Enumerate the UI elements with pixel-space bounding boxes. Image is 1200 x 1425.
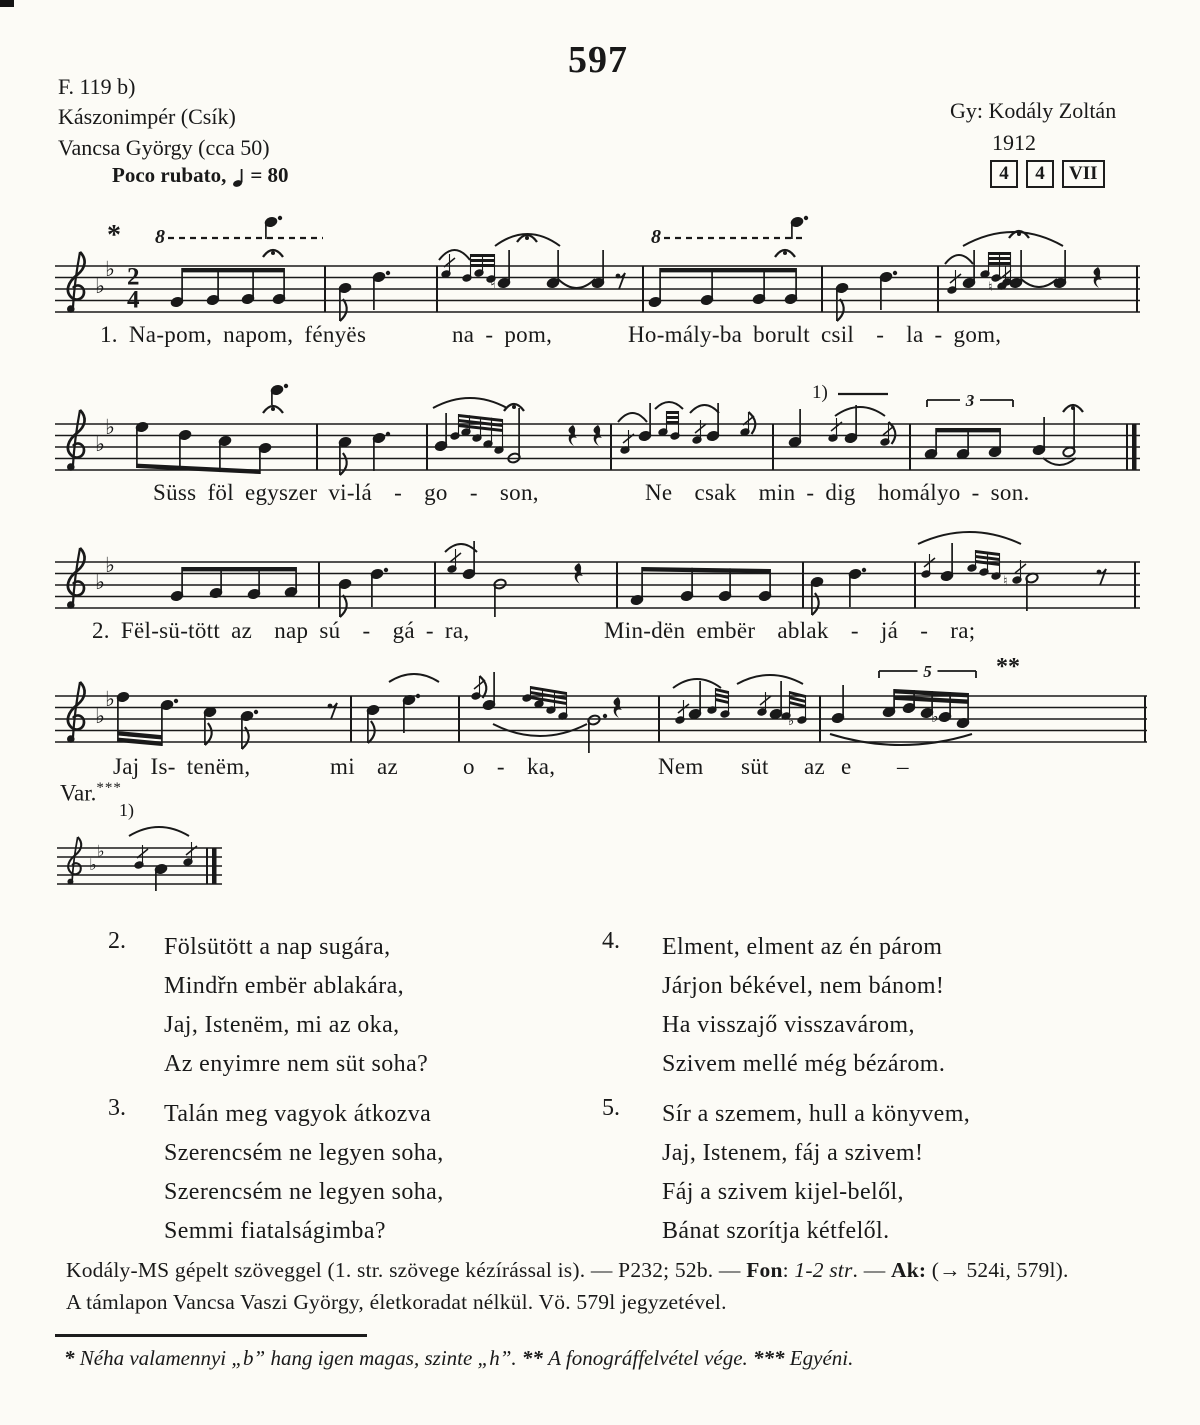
verse-line: Elment, elment az én párom (662, 934, 943, 960)
lyric-segment: Nem (658, 754, 704, 779)
treble-clef-icon (67, 682, 85, 743)
treble-clef-icon (67, 548, 85, 609)
tempo-text: Poco rubato, (112, 163, 227, 187)
beam (716, 698, 729, 704)
beam (182, 268, 284, 272)
beam (989, 262, 1011, 265)
footer-line-1 (66, 1258, 1176, 1283)
lyric-segment: Ne csak min - dig (645, 480, 856, 505)
beam (471, 254, 495, 257)
note-flag (368, 721, 375, 743)
verse-line: Ha visszajő visszavárom, (662, 1012, 915, 1038)
slur (673, 679, 721, 688)
verse-line: Járjon békével, nem bánom! (662, 973, 945, 999)
note-flag (340, 453, 347, 475)
text-segment: 1-2 str (794, 1258, 853, 1282)
text-segment: Kodály-MS gépelt szöveggel (1. str. szövege kézírással is). — P232; 52b. — (66, 1258, 747, 1282)
ottava-mark: 8 (155, 226, 165, 248)
quarter-note-icon (232, 164, 244, 188)
fermata (1071, 406, 1075, 410)
meter-box: 4 (990, 160, 1018, 188)
flat-sign: ♭ (89, 855, 97, 874)
meter-box: 4 (1026, 160, 1054, 188)
beam (936, 428, 1000, 432)
lyric-segment: 1. Na-pom, napom, fényës (100, 322, 367, 347)
fermata (512, 405, 516, 409)
beam (137, 464, 260, 474)
verse-block (662, 928, 945, 1084)
notation-glyph (67, 735, 75, 743)
notation-glyph (67, 879, 73, 885)
slur (737, 675, 803, 684)
augmentation-dot (603, 714, 607, 718)
slur (618, 413, 647, 422)
slur (830, 734, 972, 745)
lyric-segment: na - pom, (452, 322, 553, 347)
score-annotation: 1) (812, 382, 828, 403)
accidental: ♮ (490, 273, 496, 292)
collector-label: Gy: Kodály Zoltán (950, 98, 1117, 123)
final-barline (212, 848, 217, 884)
lyric-segment: e (841, 754, 852, 779)
beam (471, 264, 495, 267)
slur (945, 255, 973, 264)
lyric-segment: süt (741, 754, 769, 779)
verse-line: Sír a szemem, hull a könyvem, (662, 1101, 971, 1127)
beam (660, 268, 796, 272)
text-segment: * (64, 1346, 80, 1370)
beam (716, 688, 729, 694)
text-segment: Fon (746, 1258, 783, 1282)
lyric-segment: Ho-mály-ba borult csil - la - gom, (628, 322, 1002, 347)
flat-sign: ♭ (95, 704, 105, 728)
footer-line-2: A támlapon Vancsa Vaszi György, életkoradat nélkül. Vö. 579l jegyzetével. (66, 1290, 727, 1314)
augmentation-dot (893, 271, 897, 275)
augmentation-dot (386, 432, 390, 436)
augmentation-dot (278, 216, 282, 220)
text-segment: *** (753, 1346, 790, 1370)
meter-box: VII (1062, 160, 1105, 188)
time-signature: 4 (127, 286, 140, 314)
accidental: ♮ (988, 280, 993, 295)
augmentation-dot (804, 216, 808, 220)
flat-sign: ♭ (105, 256, 115, 281)
slur (389, 674, 439, 682)
tuplet-number: 5 (923, 662, 932, 681)
note-flag (340, 299, 347, 321)
text-segment: (→ 524i, 579l). (926, 1258, 1069, 1282)
place-label: Kászonimpér (Csík) (58, 104, 236, 129)
fermata (525, 236, 529, 240)
augmentation-dot (416, 694, 420, 698)
footnote-divider (55, 1334, 367, 1337)
text-segment: . — (852, 1258, 891, 1282)
accidental: ♭ (788, 714, 795, 729)
accidental: ♭ (931, 707, 939, 726)
score-annotation: * (107, 220, 121, 251)
text-segment: : (782, 1258, 795, 1282)
tuplet-number: 3 (965, 391, 975, 410)
verse-line: Fáj a szivem kijel-belől, (662, 1179, 904, 1205)
fermata (271, 251, 275, 255)
verse-line: Szerencsém ne legyen soha, (164, 1179, 444, 1205)
verse-number: 3. (108, 1095, 126, 1121)
lyric-segment: 2. Fël-sü-tött az nap sú - gá - ra, (92, 618, 470, 643)
slur (918, 532, 1021, 544)
notation-glyph (67, 463, 75, 471)
verse-line: Szerencsém ne legyen soha, (164, 1140, 444, 1166)
verse-line: Az enyimre nem süt soha? (164, 1051, 429, 1077)
score-annotation: 1) (119, 800, 134, 820)
variant-asterisks: *** (96, 780, 122, 796)
lyric-segment: Min-dën embër ablak - já - ra; (604, 618, 976, 643)
text-segment: Néha valamennyi „b” hang igen magas, szinte „h”. (79, 1346, 522, 1370)
verse-number: 5. (602, 1095, 620, 1121)
verse-line: Mindřn embër ablakára, (164, 973, 405, 999)
note-flag (340, 595, 347, 617)
verse-line: Semmi fiatalságimba? (164, 1218, 386, 1244)
scan-artifact (0, 0, 14, 7)
augmentation-dot (384, 568, 388, 572)
page-title: 597 (568, 39, 628, 81)
slur (445, 544, 477, 552)
slur (690, 405, 719, 413)
note-flag (837, 299, 844, 321)
lyric-segment: az (804, 754, 826, 779)
verse-line: Talán meg vagyok átkozva (164, 1101, 432, 1127)
treble-clef-icon (67, 837, 81, 885)
flat-sign: ♭ (105, 414, 115, 439)
slur (129, 827, 189, 836)
beam (667, 421, 679, 424)
text-segment: A fonográffelvétel vége. (548, 1346, 754, 1370)
slur (558, 279, 595, 288)
year-label: 1912 (992, 130, 1036, 155)
treble-clef-icon (67, 410, 85, 471)
archive-number: F. 119 b) (58, 74, 136, 99)
lyric-segment: Jaj Is- tenëm, (113, 754, 251, 779)
beam (667, 411, 679, 414)
lyric-segment: o - ka, (463, 754, 556, 779)
text-segment: Ak: (890, 1258, 927, 1282)
score-annotation: ** (996, 654, 1020, 680)
footnote-line (64, 1346, 853, 1371)
flat-sign: ♭ (105, 552, 115, 577)
augmentation-dot (284, 384, 288, 388)
beam (471, 259, 495, 262)
notation-glyph (67, 305, 75, 313)
verse-number: 4. (602, 928, 620, 954)
flat-sign: ♭ (95, 570, 105, 594)
notation-glyph (67, 601, 75, 609)
variant-text: Var. (60, 780, 97, 806)
verse-block (164, 1095, 444, 1251)
lyric-segment: homályo - son. (878, 480, 1030, 505)
performer-label: Vancsa György (cca 50) (58, 135, 270, 160)
beam (989, 252, 1011, 255)
beam (716, 693, 729, 699)
text-segment: ** (521, 1346, 549, 1370)
verse-block (662, 1095, 970, 1251)
treble-clef-icon (67, 252, 85, 313)
lyric-segment: – (897, 754, 909, 779)
slur (835, 407, 885, 416)
flat-sign: ♭ (95, 274, 105, 298)
fermata (1017, 232, 1021, 236)
slur (655, 402, 683, 409)
augmentation-dot (254, 710, 258, 714)
ottava-mark: 8 (651, 226, 661, 248)
slur (433, 398, 507, 408)
tempo-value: = 80 (250, 163, 289, 187)
lyric-segment: mi az (330, 754, 398, 779)
augmentation-dot (386, 271, 390, 275)
verse-line: Szivem mellé még bézárom. (662, 1051, 946, 1077)
beam (182, 567, 296, 571)
flat-sign: ♭ (97, 841, 105, 861)
flat-sign: ♭ (95, 432, 105, 456)
text-segment: Egyéni. (789, 1346, 854, 1370)
lyric-segment: Süss föl egyszer vi-lá - go - son, (153, 480, 539, 505)
flat-sign: ♭ (105, 686, 115, 711)
verse-line: Jaj, Istenem, fáj a szivem! (662, 1140, 924, 1166)
time-signature: 2 (127, 263, 140, 291)
meter-boxes (990, 160, 1105, 188)
verse-number: 2. (108, 928, 126, 954)
accidental: ♮ (1003, 574, 1008, 589)
verse-block (164, 928, 428, 1084)
tempo-marking (112, 163, 289, 188)
augmentation-dot (862, 568, 866, 572)
final-barline (1132, 424, 1137, 470)
beam (667, 416, 679, 419)
fermata (271, 407, 275, 411)
verse-line: Jaj, Istenëm, mi az oka, (164, 1012, 400, 1038)
verse-line: Fölsütött a nap sugára, (164, 934, 391, 960)
augmentation-dot (174, 699, 178, 703)
beam (642, 567, 770, 573)
fermata (783, 251, 787, 255)
variant-label (60, 780, 122, 807)
beam (989, 257, 1011, 260)
verse-line: Bánat szorítja kétfelől. (662, 1218, 890, 1244)
slur (1021, 279, 1057, 287)
